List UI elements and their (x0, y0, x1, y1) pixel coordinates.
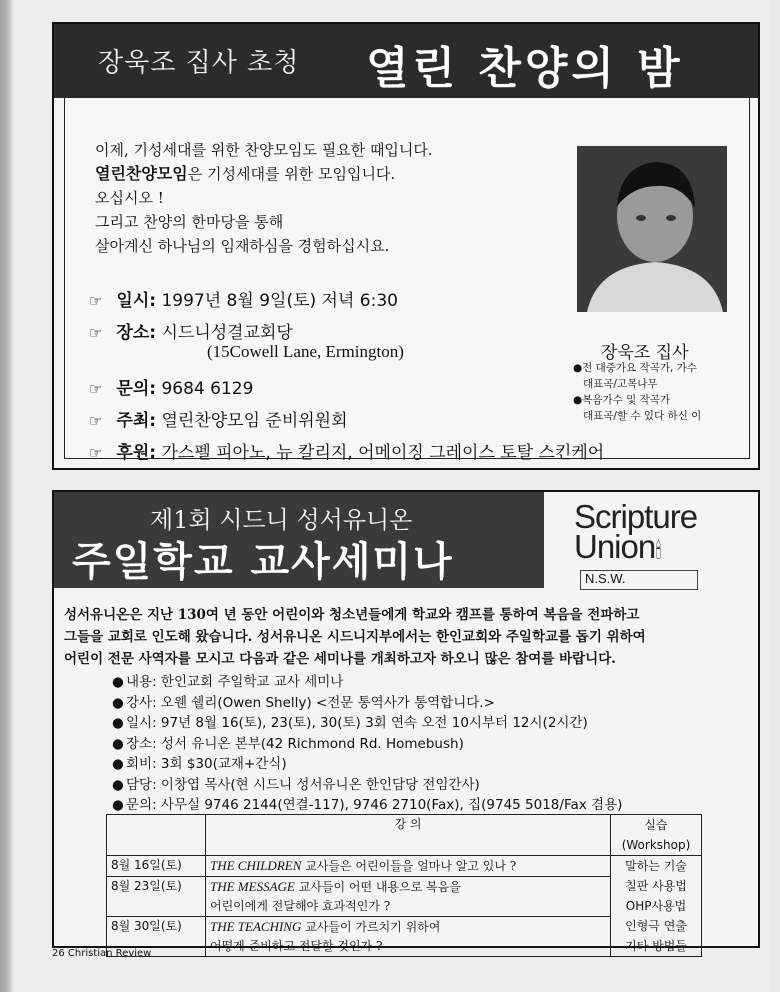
pointing-hand-icon: ☞ (89, 292, 103, 310)
seminar-schedule-table (106, 814, 702, 957)
info-row-venue: ☞ 장소: 시드니성결교회당 (89, 323, 293, 343)
bullet-icon: ● (112, 694, 124, 711)
ad1-title: 열린 찬양의 밤 (366, 43, 684, 94)
intro-line: 살아계신 하나님의 임재하심을 경험하십시요. (95, 237, 390, 255)
concert-advertisement (52, 22, 760, 470)
table-row: 8월 16일(토) THE CHILDREN 교사들은 어린이들을 얼마나 알고 있나 ? 말하는 기술 칠판 사용법 OHP사용법 인형극 연출 기타 방법들 (107, 856, 702, 877)
pointing-hand-icon: ☞ (89, 444, 103, 462)
scripture-union-logo: Scripture Union🕯 N.S.W. (574, 502, 744, 566)
ad2-title: 주일학교 교사세미나 (72, 539, 454, 585)
singer-name: 장욱조 집사 (601, 343, 689, 363)
bullet-icon: ● (112, 797, 124, 813)
seminar-details (112, 672, 622, 816)
workshop-header: 실습(Workshop) (611, 815, 702, 856)
bullet-icon: ● (112, 715, 124, 731)
singer-photo (577, 146, 727, 312)
pointing-hand-icon: ☞ (89, 380, 103, 398)
page-footer: 26 Christian Review (52, 948, 152, 959)
pointing-hand-icon: ☞ (89, 324, 103, 342)
intro-line: 오십시오 ! (95, 189, 164, 207)
ad2-subtitle: 제1회 시드니 성서유니온 (150, 506, 413, 534)
table-row: 8월 30일(토) THE TEACHING 교사들이 가르치기 위하여 어떻게 준비하고 전달할 것인가 ? (107, 917, 702, 957)
intro-bold-name: 열린찬양모임 (95, 164, 188, 183)
detail-item: ● 장소: 성서 유니온 본부(42 Richmond Rd. Homebush) (112, 734, 622, 755)
lamp-icon: 🕯 (655, 538, 661, 563)
logo-state-label: N.S.W. (580, 570, 698, 590)
intro-line: 그리고 찬양의 한마당을 통해 (95, 213, 284, 231)
intro-line: 이제, 기성세대를 위한 찬양모임도 필요한 때입니다. (95, 141, 433, 159)
ad1-subtitle: 장욱조 집사 초청 (98, 48, 300, 78)
workshop-list: 말하는 기술 칠판 사용법 OHP사용법 인형극 연출 기타 방법들 (611, 856, 702, 957)
pointing-hand-icon: ☞ (89, 412, 103, 430)
detail-item: ● 회비: 3회 $30(교재+간식) (112, 754, 622, 775)
bullet-icon: ● (112, 776, 124, 793)
table-header-row (107, 815, 702, 856)
detail-item: ● 문의: 사무실 9746 2144(연결-117), 9746 2710(Fax), 집(9745 5018/Fax 겸용) (112, 795, 622, 816)
seminar-advertisement (52, 490, 760, 953)
detail-item: ● 강사: 오웬 쉘리(Owen Shelly) <전문 통역사가 통역합니다.> (112, 693, 622, 714)
info-row-datetime: ☞ 일시: 1997년 8월 9일(토) 저녁 6:30 (89, 291, 398, 311)
info-row-host: ☞ 주최: 열린찬양모임 준비위원회 (89, 411, 348, 431)
info-row-sponsor: ☞ 후원: 가스펠 피아노, 뉴 칼리지, 어메이징 그레이스 토탈 스킨케어 (89, 443, 605, 463)
info-row-address: (15Cowell Lane, Ermington) (207, 342, 404, 361)
ad1-body (64, 98, 750, 463)
lecture-header: 강 의 (206, 815, 611, 856)
seminar-description: 성서유니온은 지난 130여 년 동안 어린이와 청소년들에게 학교와 캠프를 통하여 복음을 전파하고 그들을 교회로 인도해 왔습니다. 성서유니온 시드니지부에서는 한인교회와 주일학교를 돕기 위하여 어린이 전문 사역자를 모시고 다음과 같은 세미나를 개최하고자 하오니 많은 참여를 바랍니다. (64, 607, 646, 667)
detail-item: ● 담당: 이창엽 목사(현 시드니 성서유니온 한인담당 전임간사) (112, 775, 622, 796)
bullet-icon: ● (112, 756, 124, 772)
ad2-header-bar (54, 492, 544, 588)
bullet-icon: ● (112, 674, 124, 690)
bullet-icon: ● (112, 735, 124, 752)
singer-bio: ●전 대중가요 작곡가, 가수 대표곡/고목나무 ●복음가수 및 작곡가 대표곡/할 수 있다 하신 이 (573, 362, 702, 422)
detail-item: ● 내용: 한인교회 주일학교 교사 세미나 (112, 672, 622, 693)
ad1-header-bar (54, 24, 758, 98)
info-row-contact: ☞ 문의: 9684 6129 (89, 379, 254, 399)
table-row: 8월 23일(토) THE MESSAGE 교사들이 어떤 내용으로 복음을 어린이에게 전달해야 효과적인가 ? (107, 877, 702, 917)
intro-line: 열린찬양모임은 기성세대를 위한 모임입니다. (95, 164, 396, 183)
ad1-intro (95, 138, 433, 258)
detail-item: ● 일시: 97년 8월 16(토), 23(토), 30(토) 3회 연속 오전 10시부터 12시(2시간) (112, 713, 622, 734)
